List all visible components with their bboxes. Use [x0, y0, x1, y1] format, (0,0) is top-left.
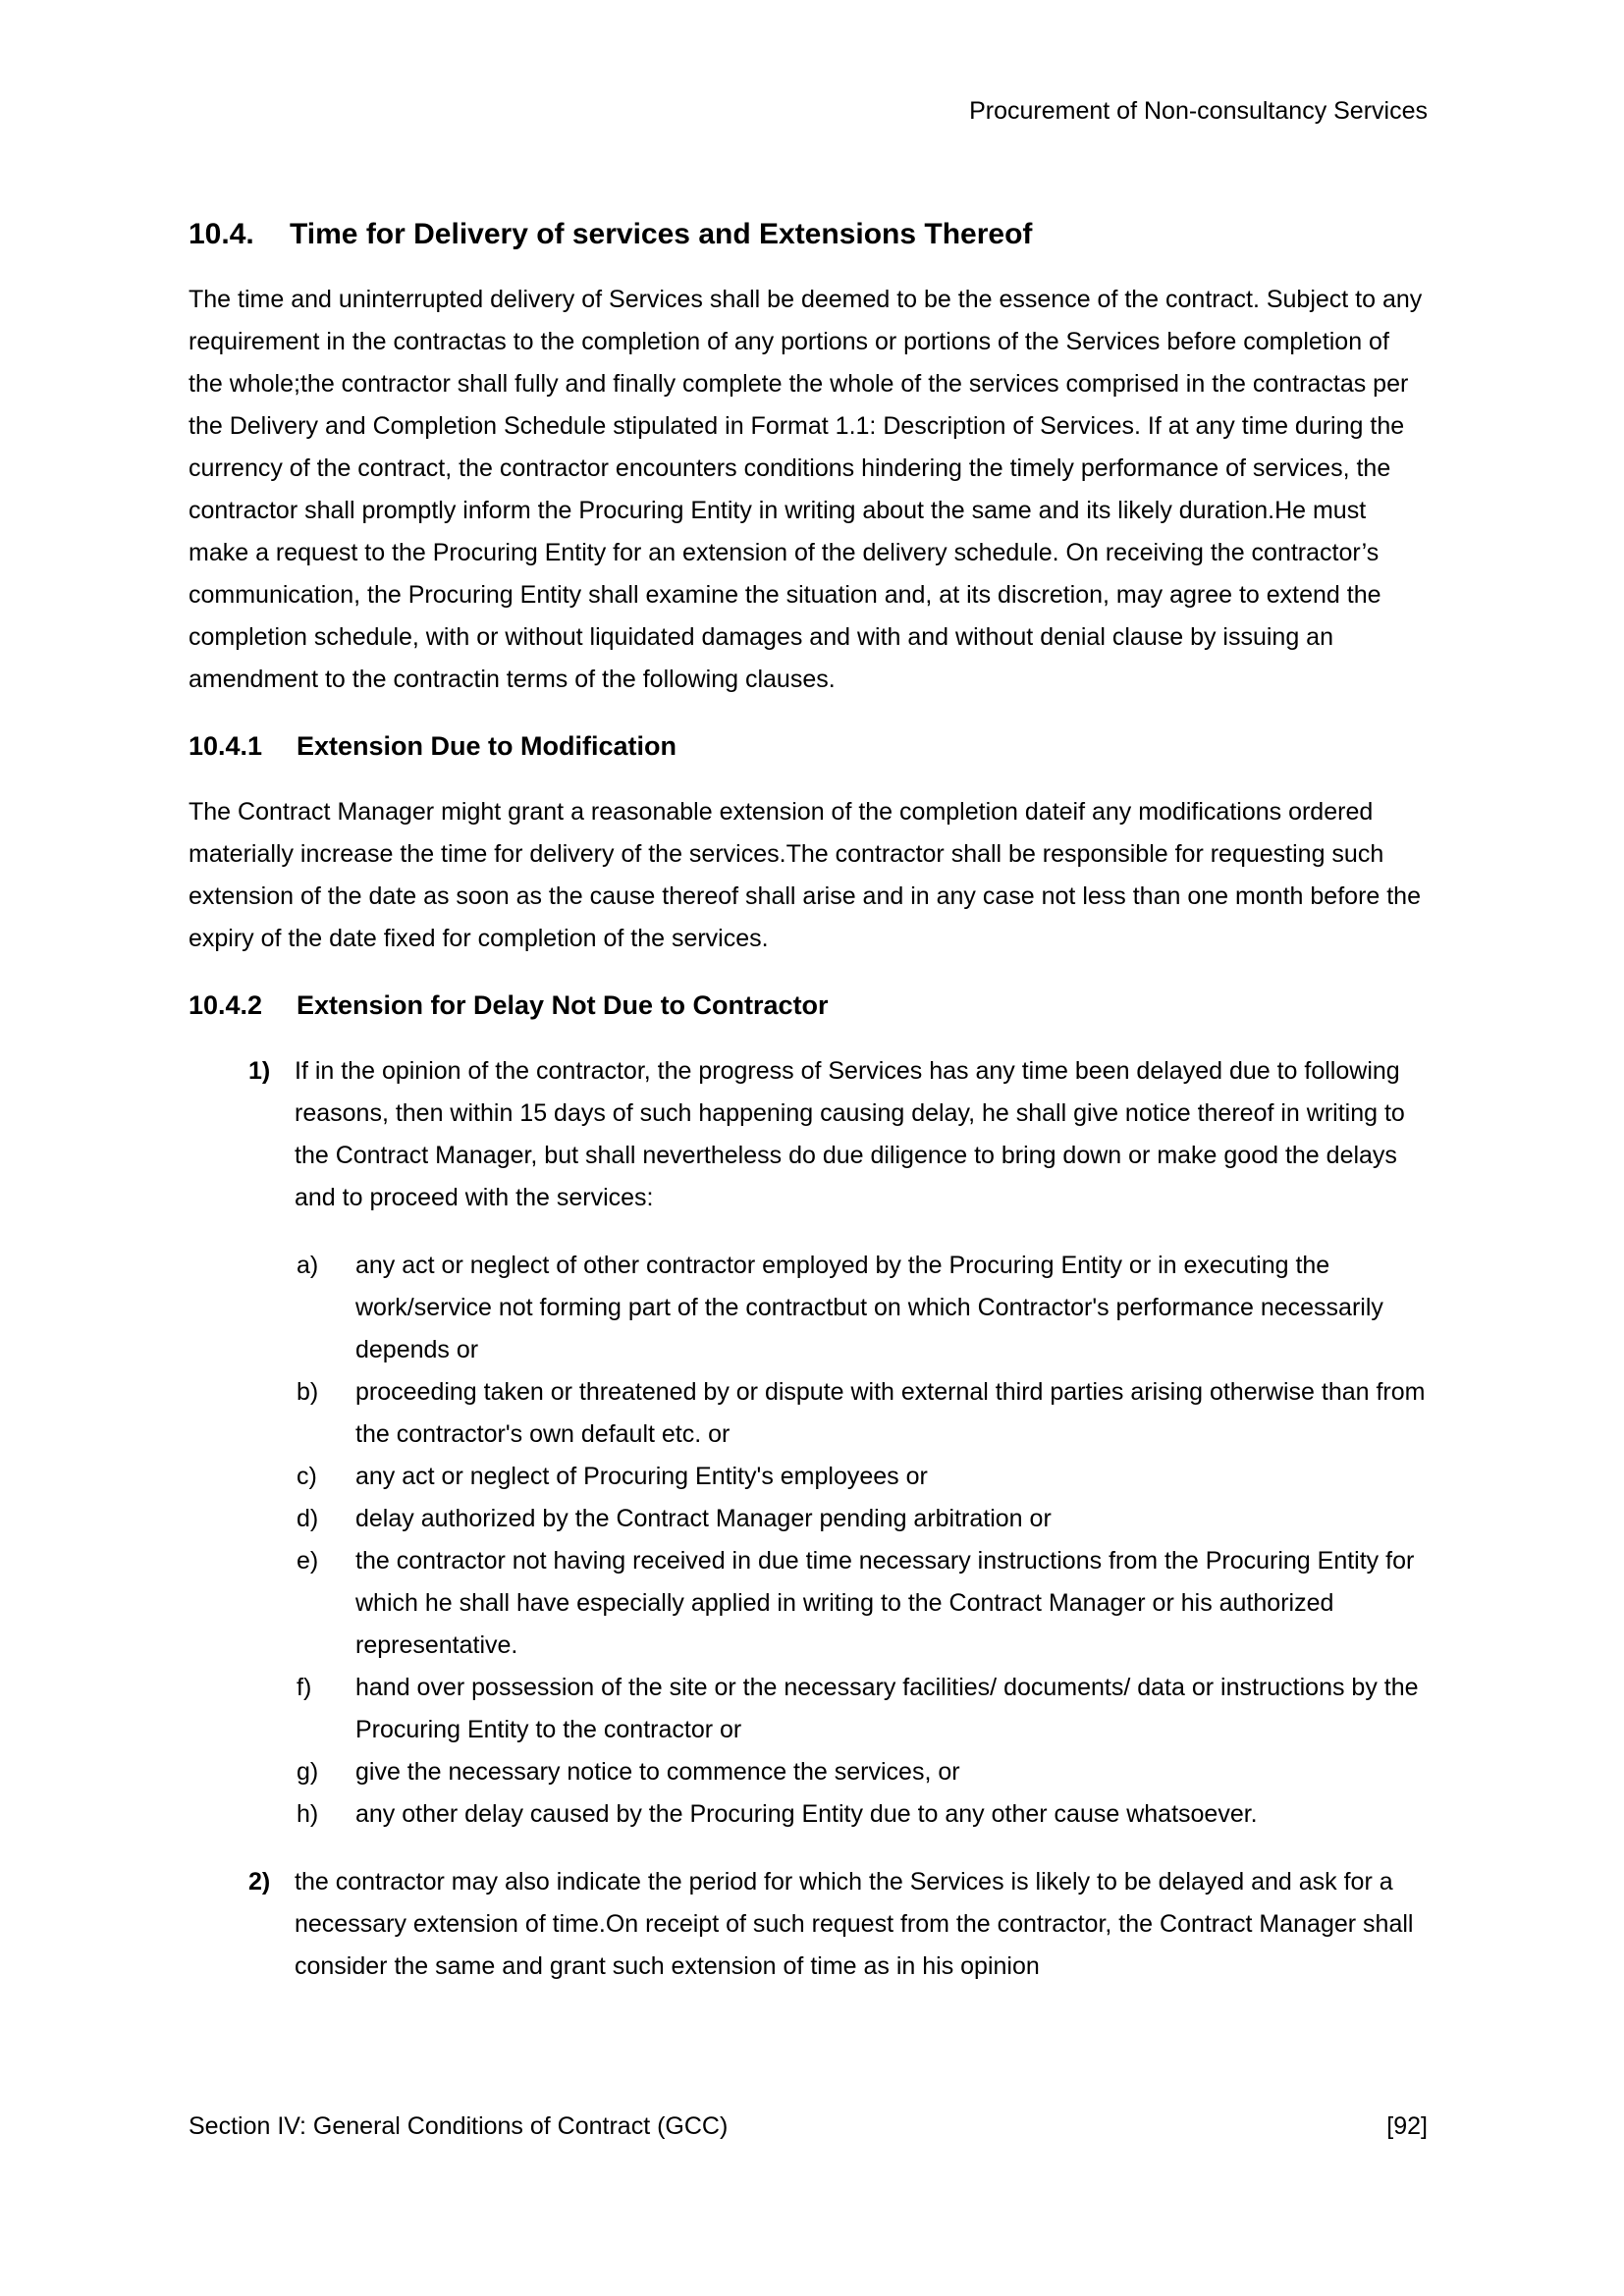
- list-item-1-marker: 1): [248, 1057, 271, 1085]
- footer-page-number: [92]: [1386, 2112, 1428, 2140]
- page-footer: [189, 2110, 1428, 2142]
- list-item-2: [189, 1861, 1428, 1988]
- sub-item-d: [189, 1498, 1428, 1540]
- subsection-1-heading: [189, 726, 1428, 766]
- subsection-1-paragraph: The Contract Manager might grant a reasonable extension of the completion dateif any modifications ordered materially increase the time for delivery of the services.The contractor shall be responsible for requesting such extension of the date as soon as the cause thereof shall arise and in any case not less than one month before the expiry of the date fixed for completion of the services.: [189, 798, 1421, 952]
- subsection-2-number: 10.4.2: [189, 990, 263, 1020]
- sub-item-list: [189, 1245, 1428, 1836]
- sub-item-h-text: any other delay caused by the Procuring Entity due to any other cause whatsoever.: [355, 1800, 1258, 1828]
- subsection-2-heading: [189, 986, 1428, 1025]
- sub-item-b-marker: b): [297, 1378, 319, 1406]
- sub-item-g-text: give the necessary notice to commence the services, or: [355, 1758, 960, 1786]
- sub-item-a-marker: a): [297, 1252, 319, 1279]
- section-heading: [189, 216, 1428, 253]
- sub-item-c-text: any act or neglect of Procuring Entity's employees or: [355, 1463, 928, 1490]
- sub-item-h: [189, 1793, 1428, 1836]
- subsection-1-title: Extension Due to Modification: [297, 731, 677, 761]
- list-item-2-text: the contractor may also indicate the period for which the Services is likely to be delayed and ask for a necessary extension of time.On receipt of such request from the contractor, the Contract Manager shall consider the same and grant such extension of time as in his opinion: [295, 1868, 1414, 1980]
- sub-item-a: [189, 1245, 1428, 1371]
- sub-item-c-marker: c): [297, 1463, 317, 1490]
- sub-item-b: [189, 1371, 1428, 1456]
- sub-item-a-text: any act or neglect of other contractor employed by the Procuring Entity or in executing the work/service not forming part of the contractbut on which Contractor's performance necessarily depends or: [355, 1252, 1383, 1363]
- section-intro-paragraph: The time and uninterrupted delivery of Services shall be deemed to be the essence of the contract. Subject to any requirement in the contractas to the completion of any portions or portions of the Services before completion of the whole;the contractor shall fully and finally complete the whole of the services comprised in the contractas per the Delivery and Completion Schedule stipulated in Format 1.1: Description of Services. If at any time during the currency of the contract, the contractor encounters conditions hindering the timely performance of services, the contractor shall promptly inform the Procuring Entity in writing about the same and its likely duration.He must make a request to the Procuring Entity for an extension of the delivery schedule. On receiving the contractor’s communication, the Procuring Entity shall examine the situation and, at its discretion, may agree to extend the completion schedule, with or without liquidated damages and with and without denial clause by issuing an amendment to the contractin terms of the following clauses.: [189, 286, 1423, 693]
- sub-item-f-text: hand over possession of the site or the necessary facilities/ documents/ data or instructions by the Procuring Entity to the contractor or: [355, 1674, 1419, 1743]
- sub-item-f: [189, 1667, 1428, 1751]
- list-item-1: [189, 1050, 1428, 1219]
- list-item-2-marker: 2): [248, 1868, 271, 1896]
- subsection-2-title: Extension for Delay Not Due to Contractor: [297, 990, 829, 1020]
- sub-item-h-marker: h): [297, 1800, 319, 1828]
- section-number: 10.4.: [189, 218, 254, 250]
- page-header-text: Procurement of Non-consultancy Services: [969, 97, 1428, 125]
- sub-item-e-marker: e): [297, 1547, 319, 1575]
- sub-item-g-marker: g): [297, 1758, 319, 1786]
- footer-section-label: Section IV: General Conditions of Contract (GCC): [189, 2112, 729, 2140]
- list-item-1-text: If in the opinion of the contractor, the progress of Services has any time been delayed due to following reasons, then within 15 days of such happening causing delay, he shall give notice thereof in writing to the Contract Manager, but shall nevertheless do due diligence to bring down or make good the delays and to proceed with the services:: [295, 1057, 1405, 1211]
- subsection-1-number: 10.4.1: [189, 731, 263, 761]
- section-title: Time for Delivery of services and Extensions Thereof: [290, 218, 1033, 250]
- sub-item-c: [189, 1456, 1428, 1498]
- sub-item-d-text: delay authorized by the Contract Manager pending arbitration or: [355, 1505, 1052, 1532]
- sub-item-e: [189, 1540, 1428, 1667]
- sub-item-d-marker: d): [297, 1505, 319, 1532]
- sub-item-e-text: the contractor not having received in due time necessary instructions from the Procuring Entity for which he shall have especially applied in writing to the Contract Manager or his authorized representative.: [355, 1547, 1415, 1659]
- sub-item-f-marker: f): [297, 1674, 312, 1701]
- sub-item-g: [189, 1751, 1428, 1793]
- sub-item-b-text: proceeding taken or threatened by or dispute with external third parties arising otherwise than from the contractor's own default etc. or: [355, 1378, 1426, 1448]
